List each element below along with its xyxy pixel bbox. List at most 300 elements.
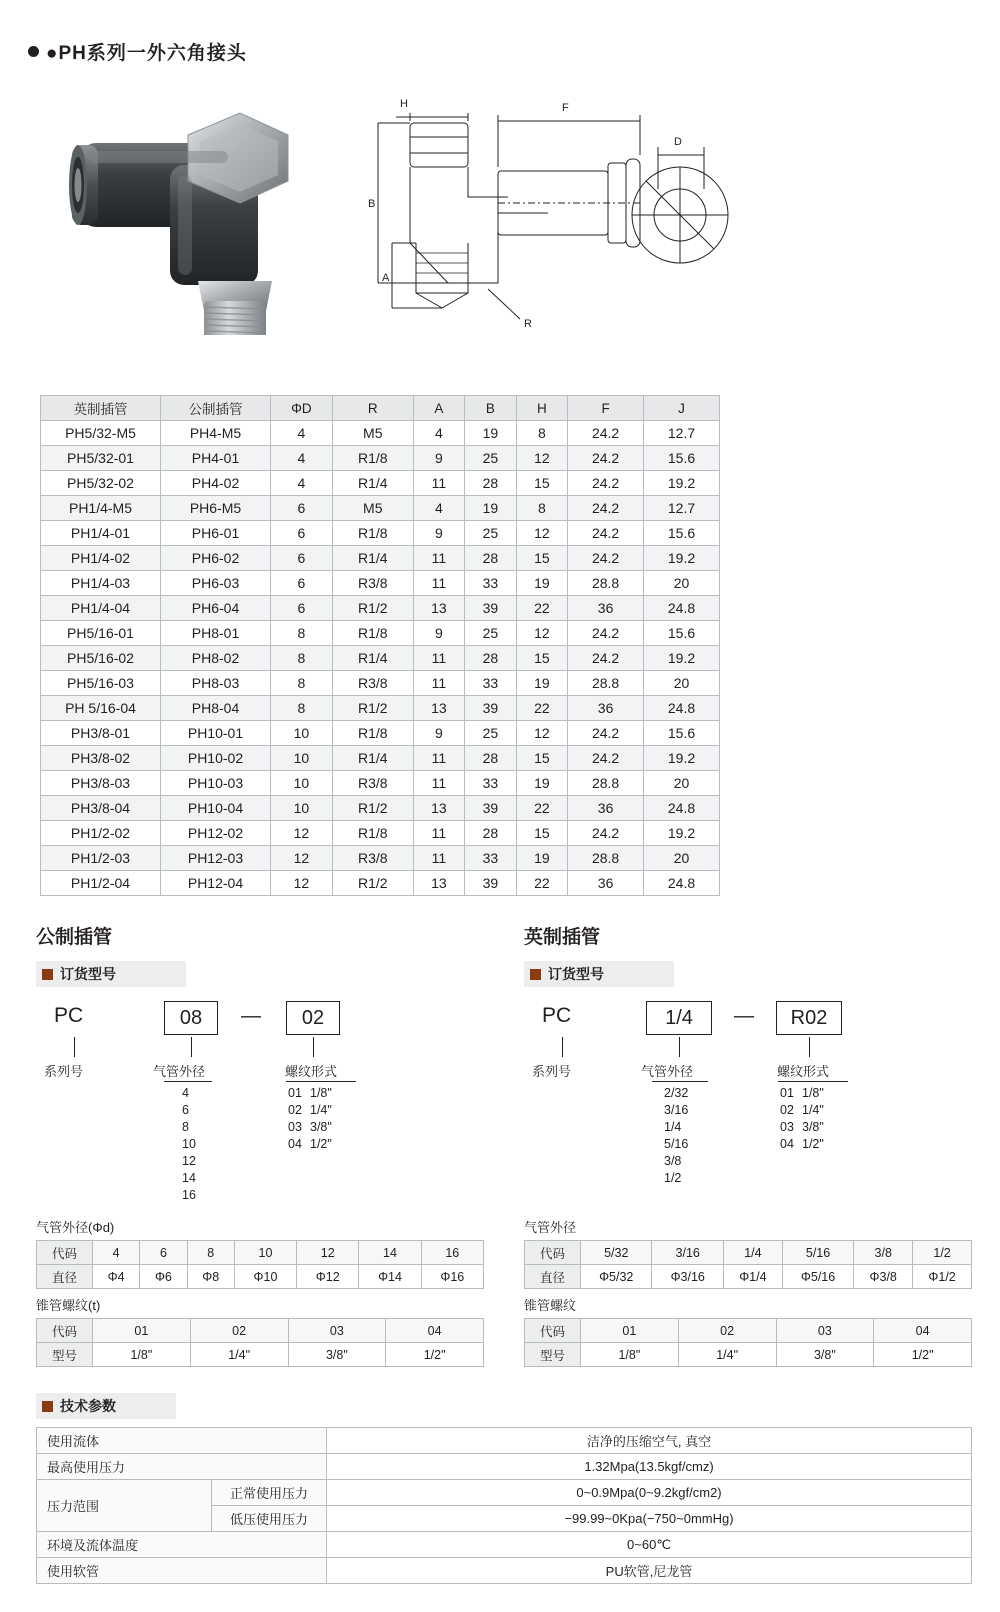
cell: R1/4	[332, 471, 413, 496]
metric-order-label: 订货型号	[60, 966, 116, 982]
cell: 15.6	[644, 446, 720, 471]
th-0: 英制插管	[41, 396, 161, 421]
cell: 13	[413, 796, 464, 821]
cell: 12	[516, 721, 567, 746]
cell: 10	[271, 746, 333, 771]
cell: 9	[413, 621, 464, 646]
cell: 24.8	[644, 796, 720, 821]
cell: Φ1/4	[723, 1265, 782, 1289]
cell: 24.2	[568, 746, 644, 771]
cell: 15	[516, 471, 567, 496]
table-row	[37, 1265, 484, 1289]
cell: 1/2"	[386, 1343, 484, 1367]
metric-thread-rule	[286, 1081, 356, 1082]
end-view-drawing	[618, 123, 758, 303]
metric-code-diagram	[36, 1001, 484, 1211]
cell: 6	[140, 1241, 187, 1265]
metric-leader-2	[191, 1037, 192, 1057]
cell: 4	[93, 1241, 140, 1265]
imperial-size-options	[664, 1085, 688, 1187]
cell: 4	[413, 421, 464, 446]
cell: 24.2	[568, 621, 644, 646]
imperial-code-diagram	[524, 1001, 972, 1211]
cell: 14	[359, 1241, 421, 1265]
cell: 1/2	[913, 1241, 972, 1265]
cell: PH10-02	[161, 746, 271, 771]
cell: 6	[271, 546, 333, 571]
option-code: 01	[288, 1086, 302, 1100]
option-value: 3/8"	[310, 1120, 332, 1134]
cell: 1/4"	[678, 1343, 776, 1367]
cell: 12	[516, 621, 567, 646]
option-code: 04	[288, 1137, 302, 1151]
cell: 22	[516, 596, 567, 621]
table-row	[41, 871, 720, 896]
cell: 28	[465, 471, 516, 496]
cell: Φ10	[234, 1265, 296, 1289]
table-row	[37, 1343, 484, 1367]
option-code: 03	[780, 1120, 794, 1134]
cell: PH8-04	[161, 696, 271, 721]
cell: PH5/16-01	[41, 621, 161, 646]
product-illustration-area	[28, 83, 972, 383]
cell: PH6-02	[161, 546, 271, 571]
row-header: 型号	[525, 1343, 581, 1367]
cell: 12	[271, 846, 333, 871]
cell: 19.2	[644, 471, 720, 496]
cell: 19	[516, 846, 567, 871]
cell: 19	[465, 496, 516, 521]
cell: PH8-03	[161, 671, 271, 696]
option: 5/16	[664, 1137, 689, 1151]
option-code: 02	[288, 1103, 302, 1117]
cell: 3/8"	[776, 1343, 874, 1367]
cell: Φ8	[187, 1265, 234, 1289]
table-header-row	[41, 396, 720, 421]
cell: 24.8	[644, 696, 720, 721]
th-2: ΦD	[271, 396, 333, 421]
cell: 01	[93, 1319, 191, 1343]
option	[780, 1136, 824, 1153]
cell: 36	[568, 871, 644, 896]
cell: 25	[465, 721, 516, 746]
cell: PH3/8-04	[41, 796, 161, 821]
cell: 25	[465, 621, 516, 646]
cell: 20	[644, 571, 720, 596]
cell: PH1/4-M5	[41, 496, 161, 521]
cell: R1/8	[332, 821, 413, 846]
metric-size-rule	[164, 1081, 212, 1082]
ordering-sections	[28, 922, 972, 1367]
imperial-thread-options	[780, 1085, 824, 1153]
option-value: 1/2"	[310, 1137, 332, 1151]
imperial-leader-2	[679, 1037, 680, 1057]
cell: PH10-03	[161, 771, 271, 796]
cell: 28	[465, 646, 516, 671]
cell: PH12-03	[161, 846, 271, 871]
page-title-text: ●PH系列一外六角接头	[46, 43, 247, 64]
cell: 6	[271, 496, 333, 521]
table-row	[41, 421, 720, 446]
metric-order-header	[36, 961, 186, 987]
cell: M5	[332, 496, 413, 521]
cell: PH 5/16-04	[41, 696, 161, 721]
cell: 19.2	[644, 821, 720, 846]
cell: 15.6	[644, 621, 720, 646]
cell: 1/8"	[93, 1343, 191, 1367]
th-7: F	[568, 396, 644, 421]
cell: Φ4	[93, 1265, 140, 1289]
cell: 24.8	[644, 596, 720, 621]
cell: 19.2	[644, 546, 720, 571]
cell: 22	[516, 696, 567, 721]
row-header: 代码	[37, 1241, 93, 1265]
cell: 1/8"	[581, 1343, 679, 1367]
option-code: 02	[780, 1103, 794, 1117]
metric-leader-3	[313, 1037, 314, 1057]
imperial-dash: —	[734, 1005, 754, 1027]
cell: 19	[516, 771, 567, 796]
cell: 8	[271, 696, 333, 721]
row-sublabel: 低压使用压力	[212, 1506, 327, 1532]
cell: 13	[413, 596, 464, 621]
row-sublabel: 正常使用压力	[212, 1480, 327, 1506]
label-H: H	[400, 98, 408, 110]
cell: 1/4"	[190, 1343, 288, 1367]
cell: R3/8	[332, 671, 413, 696]
option: 14	[182, 1171, 196, 1185]
cell: 11	[413, 746, 464, 771]
cell: PH5/32-01	[41, 446, 161, 471]
metric-thread-options	[288, 1085, 332, 1153]
option: 1/4	[664, 1120, 682, 1134]
table-row	[41, 846, 720, 871]
cell: Φ14	[359, 1265, 421, 1289]
cell: PH5/16-03	[41, 671, 161, 696]
cell: R1/8	[332, 446, 413, 471]
tech-params-table	[36, 1427, 972, 1584]
cell: 33	[465, 846, 516, 871]
cell: 12	[271, 821, 333, 846]
cell: 36	[568, 596, 644, 621]
page-title	[28, 0, 972, 65]
cell: PH6-M5	[161, 496, 271, 521]
cell: 8	[271, 621, 333, 646]
row-value: PU软管,尼龙管	[327, 1558, 972, 1584]
imperial-leader-1	[562, 1037, 563, 1057]
row-header: 直径	[37, 1265, 93, 1289]
row-value: 1.32Mpa(13.5kgf/cmz)	[327, 1454, 972, 1480]
table-row	[41, 746, 720, 771]
imperial-series-code: PC	[542, 1004, 572, 1027]
cell: R3/8	[332, 846, 413, 871]
cell: 9	[413, 446, 464, 471]
th-1: 公制插管	[161, 396, 271, 421]
cell: 12	[516, 521, 567, 546]
square-bullet-icon	[42, 1401, 53, 1412]
cell: 12.7	[644, 496, 720, 521]
metric-cap-series: 系列号	[44, 1064, 84, 1079]
row-value: 0~0.9Mpa(0~9.2kgf/cm2)	[327, 1480, 972, 1506]
cell: 25	[465, 521, 516, 546]
cell: 24.2	[568, 821, 644, 846]
option	[288, 1085, 332, 1102]
row-value: 洁净的压缩空气, 真空	[327, 1428, 972, 1454]
row-label: 最高使用压力	[37, 1454, 327, 1480]
option-code: 03	[288, 1120, 302, 1134]
table-row	[41, 621, 720, 646]
cell: 12	[516, 446, 567, 471]
row-value: 0~60℃	[327, 1532, 972, 1558]
option	[780, 1085, 824, 1102]
option: 4	[182, 1086, 189, 1100]
cell: Φ5/32	[581, 1265, 652, 1289]
cell: 04	[386, 1319, 484, 1343]
imperial-size-rule	[652, 1081, 708, 1082]
table-row	[41, 571, 720, 596]
cell: PH5/32-02	[41, 471, 161, 496]
cell: 24.2	[568, 471, 644, 496]
option	[288, 1102, 332, 1119]
cell: PH12-04	[161, 871, 271, 896]
cell: R1/2	[332, 696, 413, 721]
cell: 19	[516, 571, 567, 596]
cell: 11	[413, 471, 464, 496]
cell: Φ12	[297, 1265, 359, 1289]
cell: 8	[187, 1241, 234, 1265]
square-bullet-icon	[530, 969, 541, 980]
cell: 1/4	[723, 1241, 782, 1265]
cell: 3/8	[854, 1241, 913, 1265]
option: 2/32	[664, 1086, 689, 1100]
cell: 28.8	[568, 771, 644, 796]
cell: 12	[271, 871, 333, 896]
cell: 8	[271, 646, 333, 671]
metric-od-title: 气管外径(Φd)	[36, 1220, 115, 1235]
imperial-leader-3	[809, 1037, 810, 1057]
cell: 11	[413, 846, 464, 871]
cell: 04	[874, 1319, 972, 1343]
cell: R1/2	[332, 796, 413, 821]
metric-cap-thread: 螺纹形式	[285, 1064, 338, 1079]
option: 12	[182, 1154, 196, 1168]
cell: 24.2	[568, 496, 644, 521]
option-code: 01	[780, 1086, 794, 1100]
cell: 39	[465, 696, 516, 721]
option	[288, 1119, 332, 1136]
cell: 11	[413, 671, 464, 696]
row-header: 直径	[525, 1265, 581, 1289]
row-label: 环境及流体温度	[37, 1532, 327, 1558]
cell: PH12-02	[161, 821, 271, 846]
cell: 11	[413, 771, 464, 796]
cell: 28.8	[568, 671, 644, 696]
table-row	[525, 1241, 972, 1265]
cell: 3/16	[652, 1241, 723, 1265]
cell: PH1/2-04	[41, 871, 161, 896]
row-header: 代码	[525, 1319, 581, 1343]
table-row	[41, 821, 720, 846]
table-row	[41, 796, 720, 821]
cell: 25	[465, 446, 516, 471]
cell: PH4-02	[161, 471, 271, 496]
option: 1/2	[664, 1171, 682, 1185]
cell: 11	[413, 571, 464, 596]
cell: PH5/16-02	[41, 646, 161, 671]
cell: 15	[516, 546, 567, 571]
cell: 19.2	[644, 646, 720, 671]
tech-params-header	[36, 1393, 176, 1419]
cell: PH8-01	[161, 621, 271, 646]
cell: PH1/2-03	[41, 846, 161, 871]
table-row	[41, 521, 720, 546]
table-row	[37, 1454, 972, 1480]
option-value: 3/8"	[802, 1120, 824, 1134]
cell: 15	[516, 821, 567, 846]
imperial-order-label: 订货型号	[548, 966, 604, 982]
cell: 4	[413, 496, 464, 521]
table-row	[37, 1558, 972, 1584]
cell: 12.7	[644, 421, 720, 446]
cell: PH6-03	[161, 571, 271, 596]
cell: 4	[271, 421, 333, 446]
th-5: B	[465, 396, 516, 421]
cell: 5/16	[782, 1241, 853, 1265]
bullet-icon	[28, 46, 39, 57]
square-bullet-icon	[42, 969, 53, 980]
imperial-cap-series: 系列号	[532, 1064, 572, 1079]
label-F: F	[562, 102, 569, 114]
cell: 15.6	[644, 721, 720, 746]
cell: PH10-04	[161, 796, 271, 821]
cell: 20	[644, 771, 720, 796]
option	[288, 1136, 332, 1153]
cell: PH1/4-02	[41, 546, 161, 571]
th-8: J	[644, 396, 720, 421]
cell: Φ3/16	[652, 1265, 723, 1289]
cell: 15	[516, 746, 567, 771]
cell: Φ5/16	[782, 1265, 853, 1289]
cell: 10	[234, 1241, 296, 1265]
cell: 8	[271, 671, 333, 696]
table-row	[41, 496, 720, 521]
cell: 3/8"	[288, 1343, 386, 1367]
cell: 19.2	[644, 746, 720, 771]
cell: 28	[465, 821, 516, 846]
cell: PH3/8-02	[41, 746, 161, 771]
cell: Φ16	[421, 1265, 483, 1289]
imperial-od-title: 气管外径	[524, 1220, 577, 1235]
table-row	[41, 696, 720, 721]
cell: R1/8	[332, 721, 413, 746]
metric-od-table	[36, 1240, 484, 1289]
cell: 6	[271, 596, 333, 621]
option	[780, 1102, 824, 1119]
cell: PH3/8-03	[41, 771, 161, 796]
imperial-thread-code: R02	[776, 1001, 842, 1035]
table-row	[41, 546, 720, 571]
option-value: 1/4"	[802, 1103, 824, 1117]
cell: R1/4	[332, 746, 413, 771]
cell: PH8-02	[161, 646, 271, 671]
cell: R1/8	[332, 621, 413, 646]
metric-heading: 公制插管	[36, 927, 113, 948]
cell: R3/8	[332, 571, 413, 596]
table-row	[37, 1319, 484, 1343]
row-header: 代码	[525, 1241, 581, 1265]
imperial-thread-rule	[778, 1081, 848, 1082]
imperial-heading: 英制插管	[524, 927, 601, 948]
cell: PH1/2-02	[41, 821, 161, 846]
th-4: A	[413, 396, 464, 421]
metric-leader-1	[74, 1037, 75, 1057]
option	[780, 1119, 824, 1136]
cell: PH1/4-03	[41, 571, 161, 596]
metric-cap-size: 气管外径	[153, 1064, 206, 1079]
table-row	[41, 771, 720, 796]
cell: 02	[190, 1319, 288, 1343]
label-A: A	[382, 272, 390, 284]
metric-dash: —	[241, 1005, 261, 1027]
cell: Φ3/8	[854, 1265, 913, 1289]
cell: PH1/4-01	[41, 521, 161, 546]
row-value: −99.99~0Kpa(−750~0mmHg)	[327, 1506, 972, 1532]
row-header: 代码	[37, 1319, 93, 1343]
cell: 03	[776, 1319, 874, 1343]
cell: Φ6	[140, 1265, 187, 1289]
table-row	[41, 471, 720, 496]
cell: 20	[644, 671, 720, 696]
cell: 4	[271, 471, 333, 496]
cell: 22	[516, 871, 567, 896]
label-B: B	[368, 198, 376, 210]
cell: R3/8	[332, 771, 413, 796]
cell: 39	[465, 871, 516, 896]
cell: 9	[413, 521, 464, 546]
cell: 39	[465, 596, 516, 621]
metric-thread-code: 02	[286, 1001, 340, 1035]
cell: 24.2	[568, 521, 644, 546]
cell: 03	[288, 1319, 386, 1343]
table-row	[41, 671, 720, 696]
cell: R1/4	[332, 546, 413, 571]
imperial-section	[524, 922, 972, 1367]
table-row	[41, 646, 720, 671]
cell: 10	[271, 796, 333, 821]
cell: Φ1/2	[913, 1265, 972, 1289]
table-row	[37, 1428, 972, 1454]
cell: 6	[271, 521, 333, 546]
cell: PH3/8-01	[41, 721, 161, 746]
imperial-od-table	[524, 1240, 972, 1289]
cell: 24.8	[644, 871, 720, 896]
cell: 8	[516, 496, 567, 521]
product-photo	[58, 105, 328, 335]
table-row	[41, 596, 720, 621]
cell: 22	[516, 796, 567, 821]
option-code: 04	[780, 1137, 794, 1151]
cell: 19	[465, 421, 516, 446]
option: 10	[182, 1137, 196, 1151]
th-3: R	[332, 396, 413, 421]
cell: 28.8	[568, 571, 644, 596]
cell: 12	[297, 1241, 359, 1265]
cell: R1/2	[332, 871, 413, 896]
cell: 24.2	[568, 446, 644, 471]
cell: 28.8	[568, 846, 644, 871]
table-row	[525, 1265, 972, 1289]
imperial-order-header	[524, 961, 674, 987]
